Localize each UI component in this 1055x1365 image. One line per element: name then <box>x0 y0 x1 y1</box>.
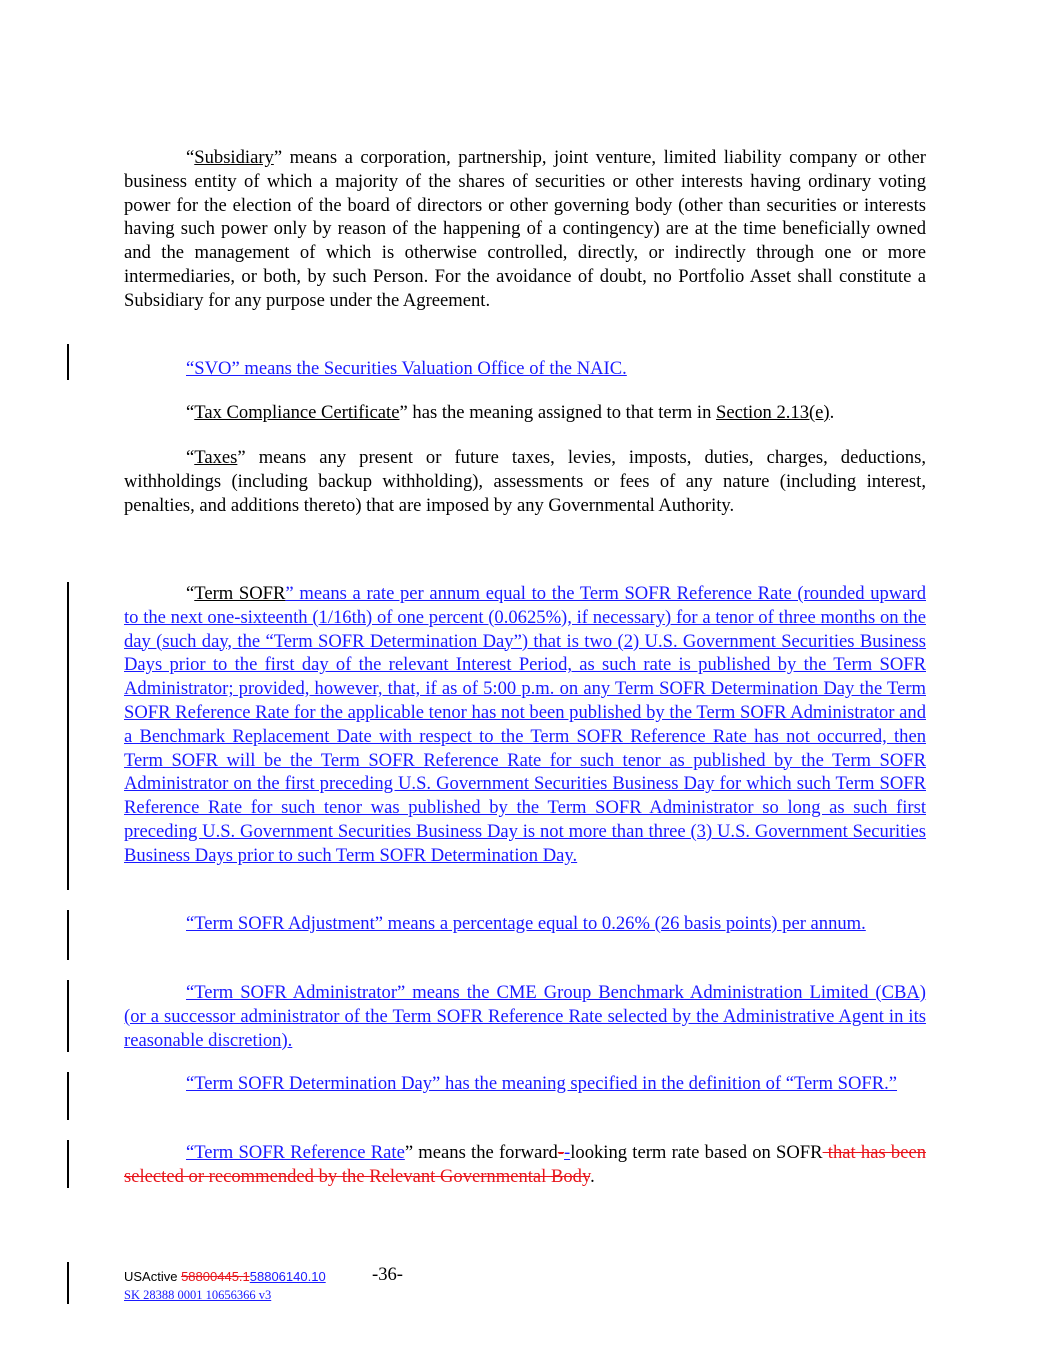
subsidiary-definition: “Subsidiary” means a corporation, partnership, joint venture, limited liability company or other business entity of which a majority of the shares of securities or other interests having ordinary voting power for the election of the board of directors or other governing body (other than securities or interests having such power only by reason of the happening of a contingency) are at the time beneficially owned and the management of which is otherwise controlled, directly, or indirectly through one or more intermediaries, or both, by such Person. For the avoidance of doubt, no Portfolio Asset shall constitute a Subsidiary for any purpose under the Agreement. <box>124 147 926 311</box>
tax-compliance-definition: “Tax Compliance Certificate” has the meaning assigned to that term in Section 2.13(e). <box>186 402 835 423</box>
page-number: -36- <box>372 1264 403 1285</box>
footer-deleted-id: 58800445.1 <box>181 1269 250 1284</box>
svo-definition <box>124 357 926 381</box>
footer-label: USActive <box>124 1269 182 1284</box>
term-sofr-definition: “Term SOFR” means a rate per annum equal to the Term SOFR Reference Rate (rounded upward to the next one-sixteenth (1/16th) of one percent (0.0625%), if necessary) for a tenor of three months on the day (such day, the “Term SOFR Determination Day”) that is two (2) U.S. Government Securities Business Days prior to the first day of the relevant Interest Period, as such rate is published by the Term SOFR Administrator; provided, however, that, if as of 5:00 p.m. on any Term SOFR Determination Day the Term SOFR Reference Rate for the applicable tenor has not been published by the Term SOFR Administrator and a Benchmark Replacement Date with respect to the Term SOFR Reference Rate has not occurred, then Term SOFR will be the Term SOFR Reference Rate for such tenor as published by the Term SOFR Administrator on the first preceding U.S. Government Securities Business Day for which such Term SOFR Reference Rate for such tenor was published by the Term SOFR Administrator so long as such first preceding U.S. Government Securities Business Day is not more than three (3) U.S. Government Securities Business Days prior to such Term SOFR Determination Day. <box>124 583 926 866</box>
term-sofr-administrator-definition <box>124 981 926 1052</box>
term-sofr-reference-rate-definition <box>124 1141 926 1189</box>
change-bar <box>67 910 69 960</box>
period: . <box>590 1165 595 1187</box>
term-sofr-adjustment-text: “Term SOFR Adjustment” means a percentage equal to 0.26% (26 basis points) per annum. <box>186 913 866 934</box>
section-reference-link[interactable]: Section 2.13(e) <box>716 402 830 423</box>
footer-doc-id: SK 28388 0001 10656366 v3 <box>124 1288 272 1302</box>
term-sofr-reference-rate-term: “Term SOFR Reference Rate <box>186 1142 405 1163</box>
change-bar <box>67 1072 69 1120</box>
term-sofr-adjustment-definition <box>124 912 926 936</box>
change-bar <box>67 980 69 1052</box>
term-sofr-determination-day-text: “Term SOFR Determination Day” has the meaning specified in the definition of “Term SOFR.” <box>186 1073 898 1094</box>
deleted-tail: that has been selected or recommended by the Relevant Governmental Body <box>124 1142 927 1187</box>
footer-doc-version <box>124 1269 326 1284</box>
deleted-hyphen: - <box>557 1142 565 1163</box>
change-bar <box>67 582 69 890</box>
term-sofr-determination-day-definition <box>124 1072 926 1096</box>
footer-inserted-id: 58806140.10 <box>249 1269 326 1284</box>
svo-text: “SVO” means the Securities Valuation Office of the NAIC. <box>186 358 627 379</box>
subsidiary-term: Subsidiary <box>194 147 274 168</box>
taxes-definition: “Taxes” means any present or future taxes, levies, imposts, duties, charges, deductions, withholdings (including backup withholding), assessments or fees of any nature (including interest, penalties, and additions thereto) that are imposed by any Governmental Authority. <box>124 447 926 516</box>
inserted-hyphen: - <box>564 1142 571 1163</box>
tax-compliance-body: has the meaning assigned to that term in <box>407 402 717 423</box>
taxes-body: means any present or future taxes, levies, imposts, duties, charges, deductions, withholdings (including backup withholding), assessments or fees of any nature (including interest, penalties, and additions thereto) that are imposed by any Governmental Authority. <box>124 447 926 516</box>
term-sofr-administrator-text: “Term SOFR Administrator” means the CME Group Benchmark Administration Limited (CBA) (or a successor administrator of the Term SOFR Reference Rate selected by the Administrative Agent in its reasonable discretion). <box>124 982 926 1051</box>
subsidiary-body: means a corporation, partnership, joint venture, limited liability company or other business entity of which a majority of the shares of securities or other interests having ordinary voting power for the election of the board of directors or other governing body (other than securities or interests having such power only by reason of the happening of a contingency) are at the time beneficially owned and the management of which is otherwise controlled, directly, or indirectly through one or more intermediaries, or both, by such Person. For the avoidance of doubt, no Portfolio Asset shall constitute a Subsidiary for any purpose under the Agreement. <box>124 147 926 311</box>
change-bar <box>67 1262 69 1304</box>
term-sofr-reference-rate-body2: looking term rate based on SOFR <box>570 1142 823 1163</box>
term-sofr-inserted: ” means a rate per annum equal to the Term SOFR Reference Rate (rounded upward to the next one-sixteenth (1/16th) of one percent (0.0625%), if necessary) for a tenor of three months on the day (such day, the “Term SOFR Determination Day”) that is two (2) U.S. Government Securities Business Days prior to the first day of the relevant Interest Period, as such rate is published by the Term SOFR Administrator; provided, however, that, if as of 5:00 p.m. on any Term SOFR Determination Day the Term SOFR Reference Rate for the applicable tenor has not been published by the Term SOFR Administrator and a Benchmark Replacement Date with respect to the Term SOFR Reference Rate has not occurred, then Term SOFR will be the Term SOFR Reference Rate for such tenor as published by the Term SOFR Administrator on the first preceding U.S. Government Securities Business Day for which such Term SOFR Reference Rate for such tenor was published by the Term SOFR Administrator so long as such first preceding U.S. Government Securities Business Day is not more than three (3) U.S. Government Securities Business Days prior to such Term SOFR Determination Day. <box>124 583 926 866</box>
change-bar <box>67 1140 69 1188</box>
taxes-term: Taxes <box>194 447 238 468</box>
change-bar <box>67 344 69 380</box>
term-sofr-term: Term SOFR <box>194 583 286 604</box>
term-sofr-reference-rate-body1: ” means the forward <box>404 1142 558 1163</box>
tax-compliance-term: Tax Compliance Certificate <box>194 402 400 423</box>
